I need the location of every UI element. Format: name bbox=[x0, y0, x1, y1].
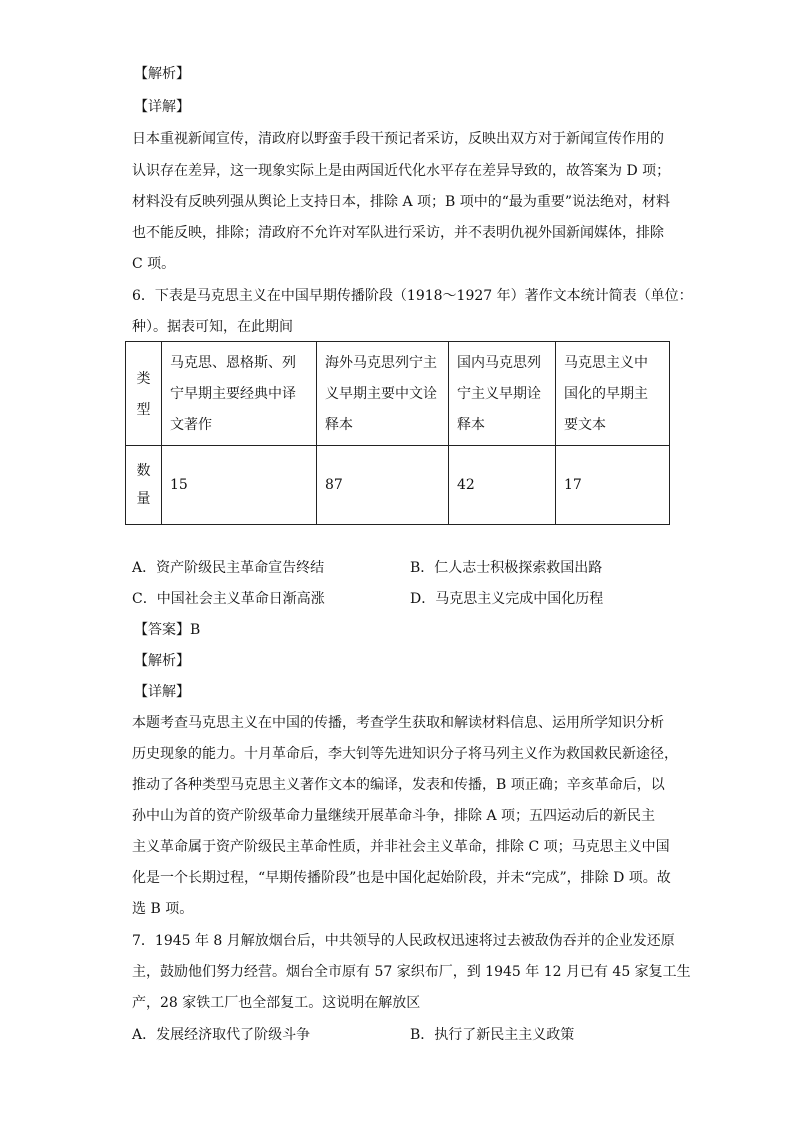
answer-label: 【答案】B bbox=[134, 622, 201, 638]
analysis-label: 【解析】 bbox=[134, 66, 190, 82]
option-b: B．仁人志士积极探索救国出路 bbox=[410, 560, 603, 576]
explanation-line: 历史现象的能力。十月革命后，李大钊等先进知识分子将马列主义作为救国救民新途径， bbox=[132, 746, 678, 762]
table-header-row bbox=[126, 342, 670, 446]
option-c: C．中国社会主义革命日渐高涨 bbox=[132, 591, 325, 607]
table-cell-value: 15 bbox=[162, 446, 317, 525]
option-a: A．发展经济取代了阶级斗争 bbox=[132, 1027, 311, 1043]
explanation-line: 也不能反映，排除；清政府不允许对军队进行采访，并不表明仇视外国新闻媒体，排除 bbox=[132, 225, 664, 241]
table-cell-value: 17 bbox=[556, 446, 670, 525]
explanation-line: 认识存在差异，这一现象实际上是由两国近代化水平存在差异导致的，故答案为 D 项； bbox=[132, 163, 671, 179]
question-stem-line: 主，鼓励他们努力经营。烟台全市原有 57 家织布厂，到 1945 年 12 月已有 45 家复工生 bbox=[132, 964, 691, 980]
statistics-table bbox=[125, 341, 670, 525]
detail-label: 【详解】 bbox=[134, 99, 190, 115]
explanation-line: 孙中山为首的资产阶级革命力量继续开展革命斗争，排除 A 项；五四运动后的新民主 bbox=[132, 808, 656, 824]
option-a: A．资产阶级民主革命宣告终结 bbox=[132, 560, 325, 576]
table-header-cell: 马克思主义中国化的早期主要文本 bbox=[556, 342, 670, 446]
analysis-label: 【解析】 bbox=[134, 653, 190, 669]
explanation-line: C 项。 bbox=[132, 256, 176, 272]
explanation-line: 化是一个长期过程，“早期传播阶段”也是中国化起始阶段，并未“完成”，排除 D 项。故 bbox=[132, 870, 671, 886]
detail-label: 【详解】 bbox=[134, 684, 190, 700]
table-row bbox=[126, 446, 670, 525]
table-cell-value: 87 bbox=[317, 446, 449, 525]
question-stem-line: 7．1945 年 8 月解放烟台后，中共领导的人民政权迅速将过去被敌伪吞并的企业发还原 bbox=[132, 933, 675, 949]
question-stem-line: 产，28 家铁工厂也全部复工。这说明在解放区 bbox=[132, 995, 421, 1011]
explanation-line: 本题考查马克思主义在中国的传播，考查学生获取和解读材料信息、运用所学知识分析 bbox=[132, 715, 664, 731]
explanation-line: 推动了各种类型马克思主义著作文本的编译，发表和传播，B 项正确；辛亥革命后，以 bbox=[132, 777, 665, 793]
question-stem-line: 种）。据表可知，在此期间 bbox=[132, 319, 293, 335]
table-header-cell: 海外马克思列宁主义早期主要中文诠释本 bbox=[317, 342, 449, 446]
table-header-cell: 国内马克思列宁主义早期诠释本 bbox=[449, 342, 556, 446]
table-cell-value: 42 bbox=[449, 446, 556, 525]
table-header-cell: 马克思、恩格斯、列宁早期主要经典中译文著作 bbox=[162, 342, 317, 446]
explanation-line: 选 B 项。 bbox=[132, 901, 194, 917]
question-stem-line: 6．下表是马克思主义在中国早期传播阶段（1918～1927 年）著作文本统计简表（单位： bbox=[132, 288, 693, 304]
row-label-type: 类型 bbox=[126, 342, 162, 446]
row-label-quantity: 数量 bbox=[126, 446, 162, 525]
explanation-line: 材料没有反映列强从舆论上支持日本，排除 A 项；B 项中的“最为重要”说法绝对，材料 bbox=[132, 194, 671, 210]
explanation-line: 主义革命属于资产阶级民主革命性质，并非社会主义革命，排除 C 项；马克思主义中国 bbox=[132, 839, 670, 855]
option-d: D．马克思主义完成中国化历程 bbox=[410, 591, 604, 607]
explanation-line: 日本重视新闻宣传，清政府以野蛮手段干预记者采访，反映出双方对于新闻宣传作用的 bbox=[132, 131, 664, 147]
option-b: B．执行了新民主主义政策 bbox=[410, 1027, 575, 1043]
